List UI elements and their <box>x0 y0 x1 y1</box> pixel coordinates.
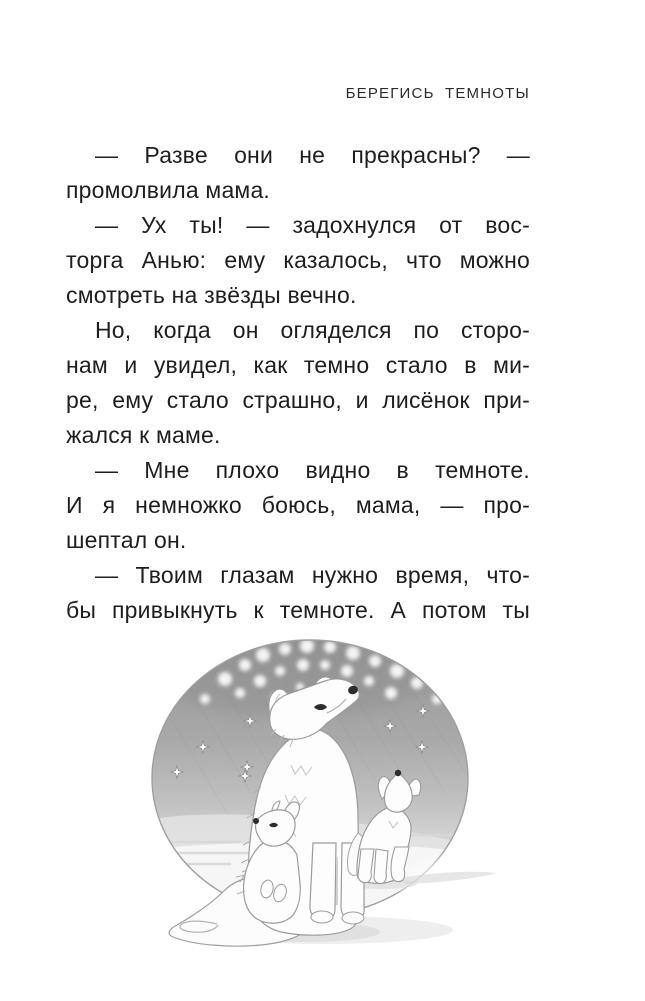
text-line: — Разве они не прекрасны? — <box>95 142 530 168</box>
text-line: И я немножко боюсь, мама, — про- <box>66 492 530 518</box>
text-line: шептал он. <box>66 527 187 553</box>
text-line: Но, когда он огляделся по сторо- <box>95 317 530 343</box>
text-line: бы привыкнуть к темноте. А потом ты <box>66 597 530 623</box>
fox-family-illustration <box>145 637 505 959</box>
text-line: ре, ему стало страшно, и лисёнок при- <box>66 387 530 413</box>
story-text <box>66 138 530 628</box>
text-line: смотреть на звёзды вечно. <box>66 282 357 308</box>
text-line: промолвила мама. <box>66 177 271 203</box>
text-line: торга Анью: ему казалось, что можно <box>66 247 530 273</box>
cub-left-nose <box>253 818 259 824</box>
text-line: — Ух ты! — задохнулся от вос- <box>95 212 530 238</box>
text-line: — Твоим глазам нужно время, что- <box>95 562 530 588</box>
running-header: БЕРЕГИСЬ ТЕМНОТЫ <box>345 85 530 102</box>
text-line: жался к маме. <box>66 422 221 448</box>
text-line: — Мне плохо видно в темноте. <box>95 457 530 483</box>
cub-right-nose <box>395 770 401 776</box>
illustration-svg <box>145 637 505 959</box>
text-line: нам и увидел, как темно стало в ми- <box>66 352 530 378</box>
